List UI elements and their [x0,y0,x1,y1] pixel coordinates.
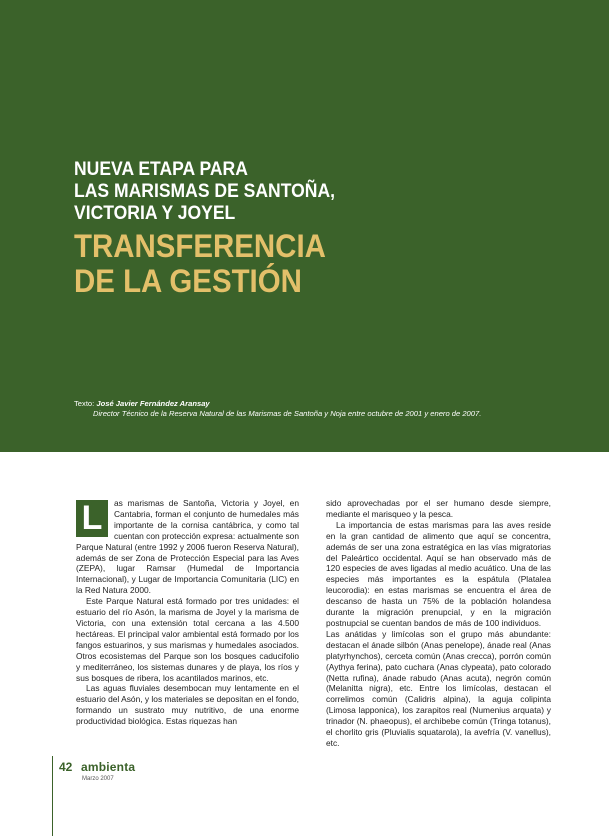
page-number: 42 [59,760,73,774]
credit-label: Texto: [74,399,95,408]
paragraph: Las anátidas y limícolas son el grupo más abundante: destacan el ánade silbón (Anas penelope), ánade real (Anas platyrhynchos), cerceta común (Anas crecca), porrón común (Aythya ferina), pato cuchara (Anas clypeata), pato colorado (Netta rufina), ánade rabudo (Anas acuta), negrón común (Melanitta nigra), etc. Entre los limícolas, destacan el correlimos común (Calidris alpina), la aguja colipinta (Limosa lapponica), los zarapitos real (Numenius arquata) y trinador (N. phaeopus), el archibebe común (Tringa totanus), el chorlito gris (Pluvialis squatarola), la avefría (V. vanellus), etc. [326,628,551,748]
issue-date: Marzo 2007 [82,776,114,782]
kicker-title [74,158,506,224]
author-credit [74,399,481,419]
footer-rule [52,756,53,836]
paragraph: Este Parque Natural está formado por tres unidades: el estuario del río Asón, la marisma de Joyel y la marisma de Victoria, con una extensión total cercana a las 4.500 hectáreas. El principal valor ambiental está formado por los fangos estuarinos, y sus marismas y humedales asociados. Otros ecosistemas del Parque son los bosques caducifolio y mediterráneo, los sistemas dunares y de playa, los ríos y sus bosques de ribera, los acantilados marinos, etc. [76,596,299,683]
kicker-line: VICTORIA Y JOYEL [74,202,236,224]
paragraph: La importancia de estas marismas para las aves reside en la gran cantidad de alimento que aquí se concentra, además de ser una zona estratégica en las vías migratorias del Paleártico occidental. Aquí se han observado más de 120 especies de aves ligadas al medio acuático. Una de las especies más importantes es la espátula (Platalea leucorodia): en estas marismas se encuentra el área de descanso de hasta un 75% de la población holandesa durante la migración prenupcial, y en la migración postnupcial se cuentan bandos de más de 100 individuos. [326,519,551,628]
magazine-name: ambienta [81,760,136,774]
author-role: Director Técnico de la Reserva Natural de las Marismas de Santoña y Noja entre octubre de 2001 y enero de 2007. [93,409,482,418]
author-name: José Javier Fernández Aransay [96,399,210,408]
headline-line: DE LA GESTIÓN [74,263,302,299]
article-column-right [326,498,551,749]
paragraph: sido aprovechadas por el ser humano desde siempre, mediante el marisqueo y la pesca. [326,498,551,519]
paragraph: as marismas de Santoña, Victoria y Joyel, en Cantabria, forman el conjunto de humedales más importante de la cornisa cantábrica, y como tal cuentan con protección expresa: actualmente son Parque Natural (entre 1992 y 2006 fueron Reserva Natural), además de ser Zona de Protección Especial para las Aves (ZEPA), lugar Ramsar (Humedal de Importancia Internacional), y Lugar de Importancia Comunitaria (LIC) en la Red Natura 2000. [76,498,299,596]
article-column-left [76,498,299,727]
paragraph: Las aguas fluviales desembocan muy lentamente en el estuario del Asón, y los materiales se depositan en el fondo, formando un sustrato muy nutritivo, de una enorme productividad biológica. Estas riquezas han [76,683,300,727]
kicker-line: NUEVA ETAPA PARA [74,158,248,180]
kicker-line: LAS MARISMAS DE SANTOÑA, [74,180,335,202]
headline [74,229,516,299]
drop-cap: L [76,500,108,537]
headline-line: TRANSFERENCIA [74,228,326,264]
